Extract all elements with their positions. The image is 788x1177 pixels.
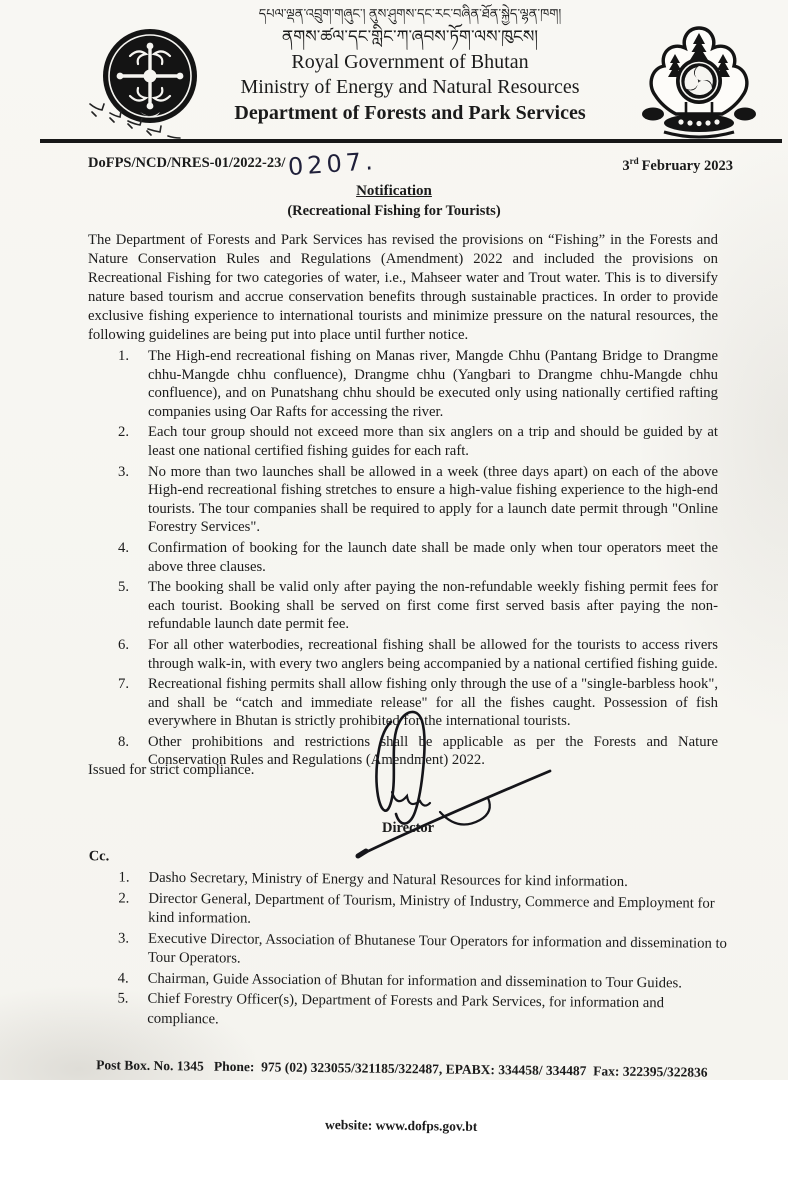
cc-item-3 <box>88 929 728 974</box>
footer-contact <box>54 1017 749 1177</box>
footer-website: website: www.dofps.gov.bt <box>324 1117 478 1134</box>
notification-title-block <box>0 183 788 220</box>
cc-text: Dasho Secretary, Ministry of Energy and Natural Resources for kind information. <box>148 869 628 890</box>
handwritten-dispatch-number: 0207. <box>287 146 378 182</box>
guideline-item-3 <box>88 463 718 537</box>
cc-item-2 <box>88 889 728 934</box>
guideline-item-2 <box>88 423 718 460</box>
notification-title: Notification <box>356 183 432 199</box>
guideline-text: Other prohibitions and restrictions shall be applicable as per the Forests and Nature Conservation Rules and Regulations (Amendment) 2022. <box>148 733 718 769</box>
guideline-item-6 <box>88 636 718 673</box>
footer-contact-line: Post Box. No. 1345 Phone: 975 (02) 323055/321185/322487, EPABX: 334458/ 334487 Fax: 322395/322836 <box>96 1057 708 1080</box>
guideline-text: Recreational fishing permits shall allow fishing only through the use of a "single-barbless hook", and shall be “catch and immediate release" for all the fishes caught. Possession of fish everywhere in Bhutan is strictly prohibited for the international tourists. <box>148 676 718 730</box>
date-ordinal: rd <box>629 156 639 166</box>
letterhead <box>200 4 620 127</box>
dzongkha-title-line2: ནགས་ཚལ་དང་གླིང་ཀ་ཞབས་ཏོག་ལས་ཁུངས། <box>281 27 539 46</box>
notification-subtitle: (Recreational Fishing for Tourists) <box>287 203 501 219</box>
signatory-title: Director <box>382 820 435 836</box>
department-name: Department of Forests and Park Services <box>234 102 586 124</box>
reference-number: DoFPS/NCD/NRES-01/2022-23/ <box>88 155 286 171</box>
date-month-year: February 2023 <box>641 157 733 174</box>
cc-block <box>87 848 729 1035</box>
letterhead-divider <box>40 139 782 143</box>
government-name: Royal Government of Bhutan <box>291 51 529 73</box>
guideline-item-1 <box>88 347 718 421</box>
cc-text: Chairman, Guide Association of Bhutan for information and dissemination to Tour Guides. <box>147 970 683 991</box>
ministry-name: Ministry of Energy and Natural Resources <box>240 76 580 98</box>
guideline-text: The High-end recreational fishing on Manas river, Mangde Chhu (Pantang Bridge to Drangme chhu-Mangde chhu confluence), Drangme chhu (Yangbari to Drangme chhu-Mangde chhu confluence), and on Punatshang chhu should be executed only using nationally certified rafting companies using Oar Rafts for accessing the river. <box>148 348 718 420</box>
dofps-crest-icon <box>642 24 756 151</box>
dzongkha-title-line1: དཔལ་ལྡན་འབྲུག་གཞུང་། ནུས་ཤུགས་དང་རང་བཞིན་ཐོན་སྐྱེད་ལྷན་ཁག། <box>258 6 562 21</box>
guideline-item-5 <box>88 578 718 634</box>
cc-list <box>87 868 728 1034</box>
cc-text: Executive Director, Association of Bhutanese Tour Operators for information and dissemination to Tour Operators. <box>147 930 728 967</box>
intro-paragraph: The Department of Forests and Park Services has revised the provisions on “Fishing” in the Forests and Nature Conservation Rules and Regulations (Amendment) 2022 and included the provisions on Recreational Fishing for two categories of water, i.e., Mahseer water and Trout water. This is to diversify nature based tourism and accrue conservation benefits through sustainable practices. In order to provide exclusive fishing experience to international tourists and minimize pressure on the natural resources, the following guidelines are being put into place until further notice. <box>88 232 718 343</box>
director-signature-icon <box>336 700 564 867</box>
letter-date <box>622 156 733 175</box>
guideline-text: Confirmation of booking for the launch date shall be made only when tour operators meet the above three clauses. <box>148 539 718 575</box>
closing-statement: Issued for strict compliance. <box>88 762 255 778</box>
guideline-item-4 <box>88 539 718 576</box>
guideline-text: No more than two launches shall be allowed in a week (three days apart) on each of the above High-end recreational fishing stretches to ensure a high-value fishing experience to the high-end tourists. The tour companies shall be required to apply for a launch date permit through "Online Forestry Services". <box>148 463 718 536</box>
guideline-text: The booking shall be valid only after paying the non-refundable weekly fishing permit fees for each tourist. Booking shall be served on first come first served basis after paying the non-refundable launch date permit fee. <box>148 579 718 633</box>
national-emblem-of-bhutan-icon <box>88 20 206 147</box>
cc-text: Chief Forestry Officer(s), Department of Forests and Park Services, for information and compliance. <box>147 990 665 1027</box>
guideline-text: Each tour group should not exceed more than six anglers on a trip and should be guided by at least one national certified fishing guides for each raft. <box>148 424 718 459</box>
guideline-text: For all other waterbodies, recreational fishing shall be allowed for the tourists to access rivers through walk-in, with every two anglers being accompanied by a national certified fishing guide. <box>148 636 718 672</box>
cc-text: Director General, Department of Tourism, Ministry of Industry, Commerce and Employment for kind information. <box>148 890 715 927</box>
cc-label: Cc. <box>88 848 110 865</box>
date-day: 3 <box>622 157 630 174</box>
